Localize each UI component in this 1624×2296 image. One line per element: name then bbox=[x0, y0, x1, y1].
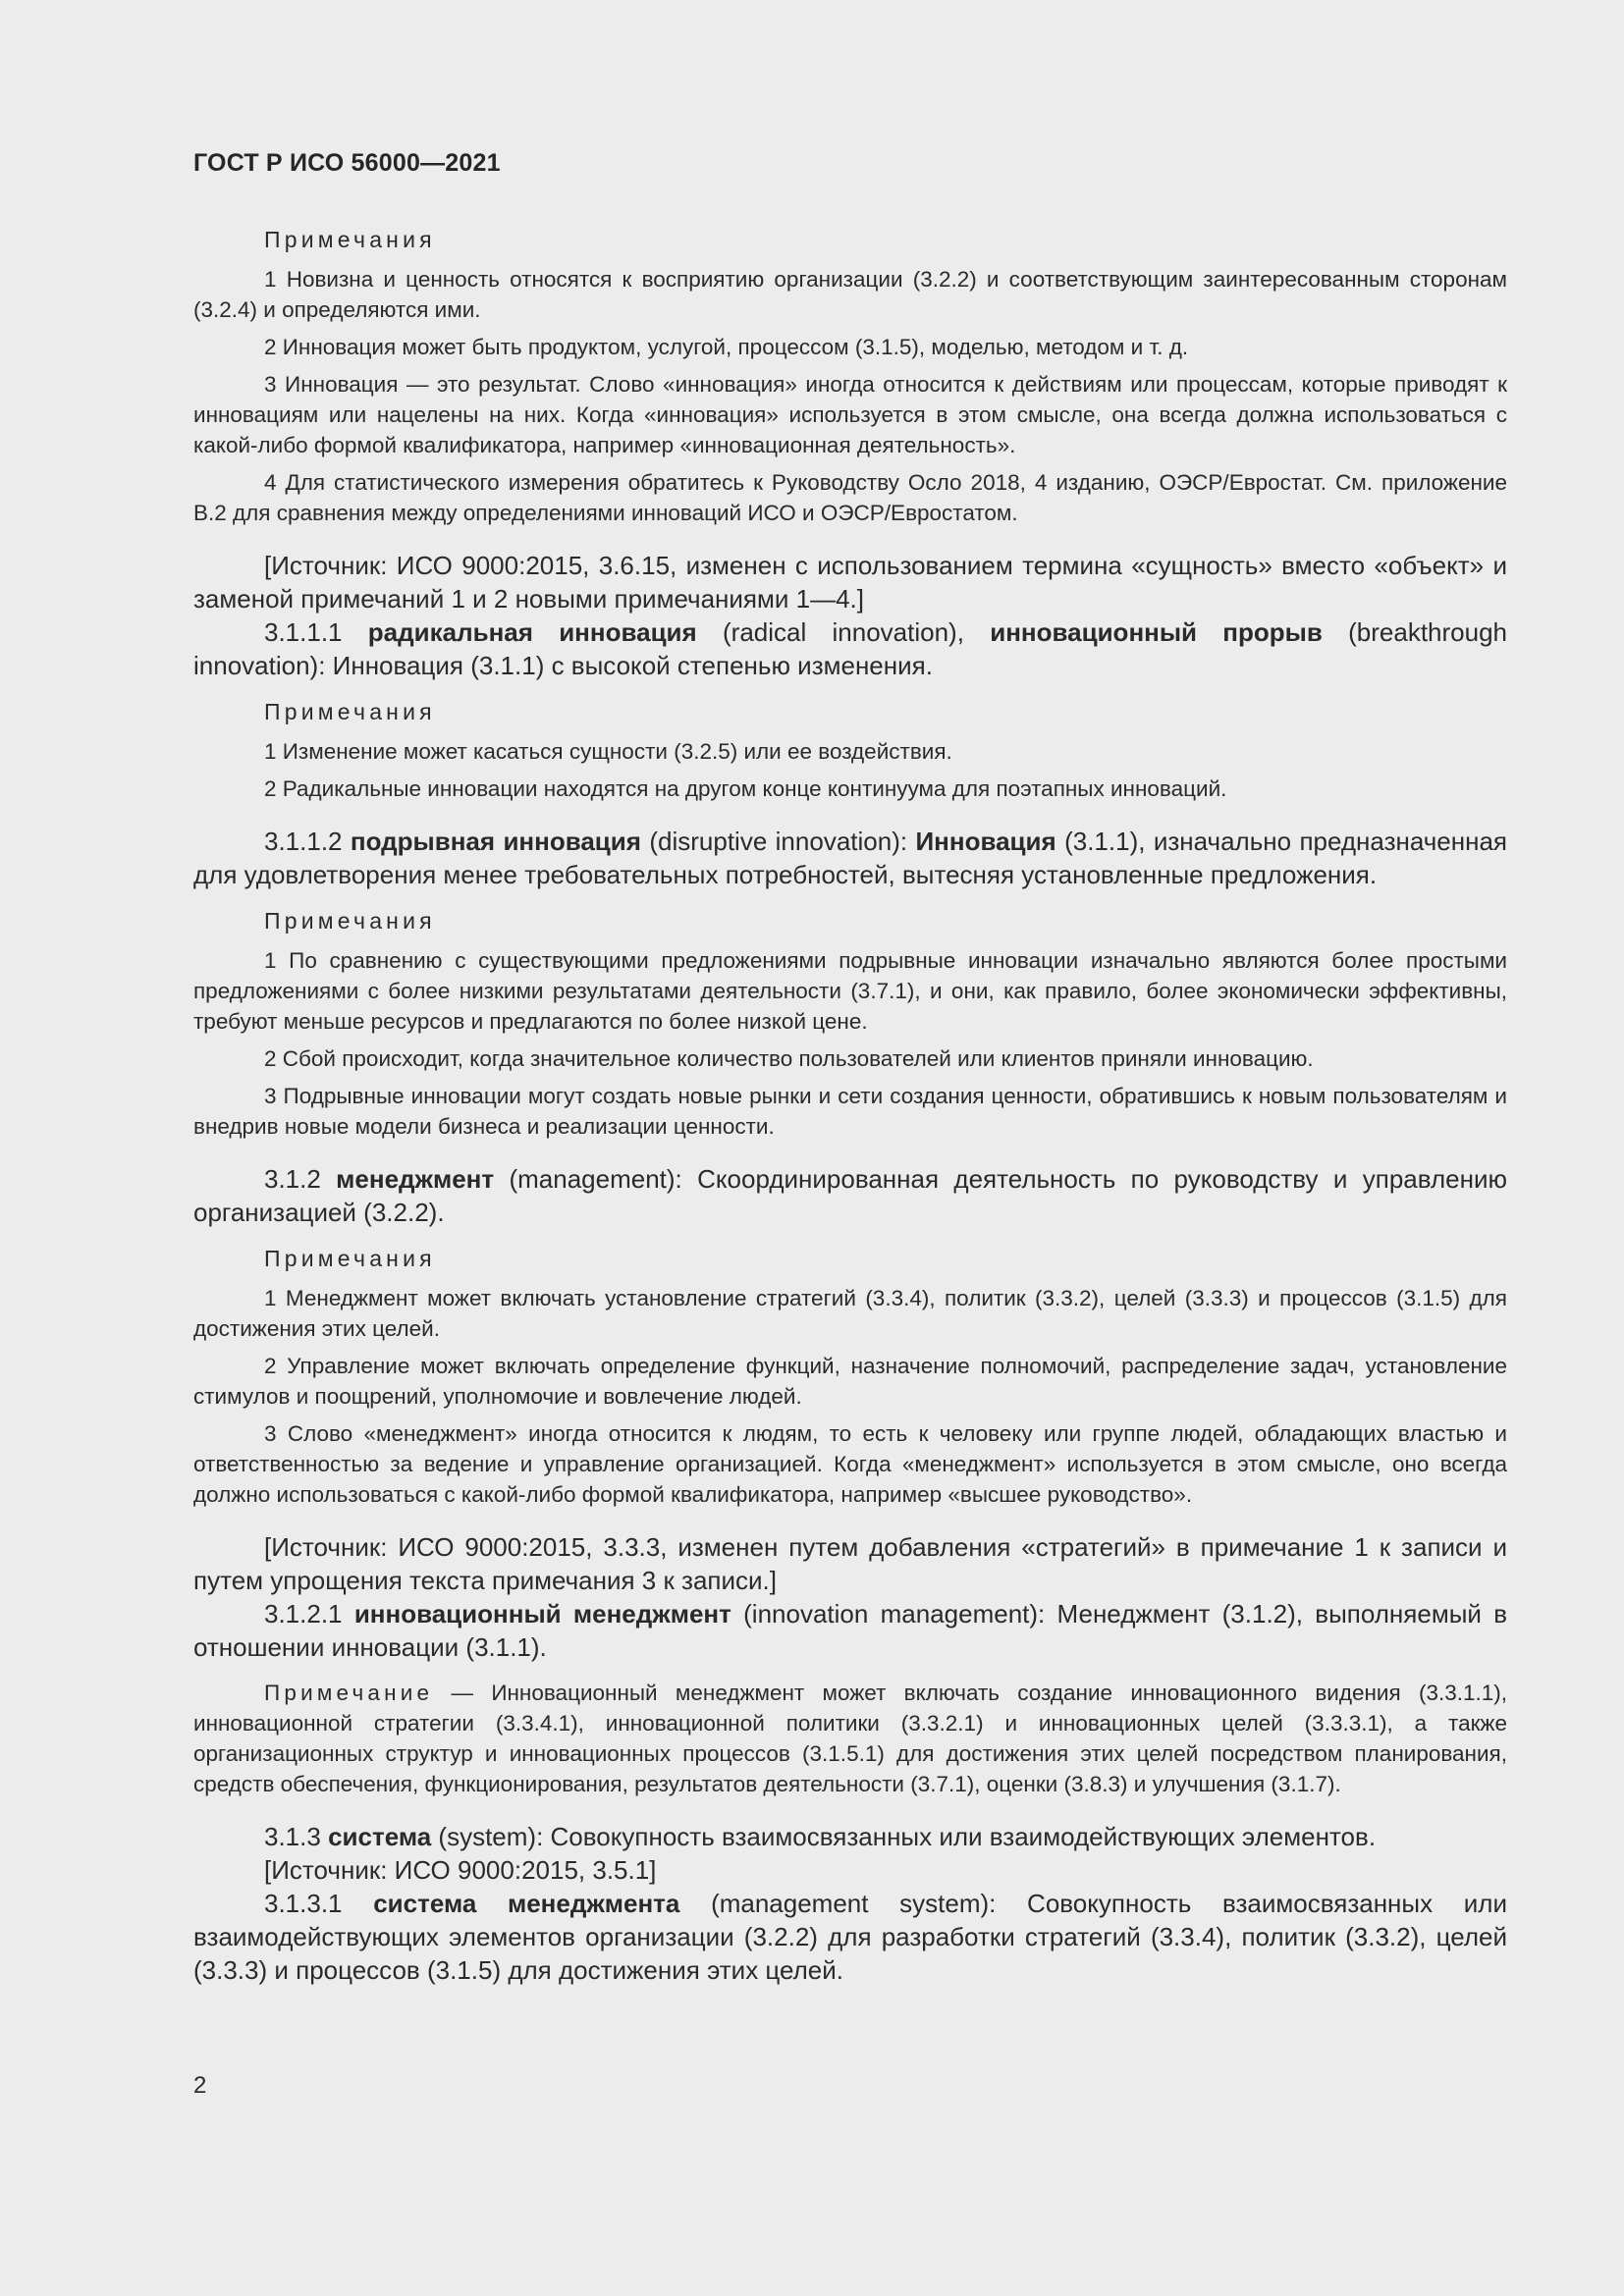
term-name: инновационный менеджмент bbox=[353, 1599, 731, 1629]
notes-heading: Примечания bbox=[264, 227, 436, 252]
term-number: 3.1.2.1 bbox=[264, 1599, 343, 1629]
note-paragraph: 2 Инновация может быть продуктом, услугой, процессом (3.1.5), моделью, методом и т. д. bbox=[264, 335, 1189, 359]
term-synonym: инновационный прорыв bbox=[990, 617, 1323, 647]
page-number: 2 bbox=[193, 2072, 207, 2099]
term-number: 3.1.1.1 bbox=[264, 617, 343, 647]
note-text: — Инновационный менеджмент может включать создание инновационного видения (3.3.1.1), инновационной стратегии (3.3.4.1), инновационной политики (3.3.2.1) и инновационных целей (3.3.3.1), а также организационных структур и инновационных процессов (3.1.5.1) для достижения этих целей посредством планирования, средств обеспечения, функционирования, результатов деятельности (3.7.1), оценки (3.8.3) и улучшения (3.1.7). bbox=[193, 1681, 1507, 1796]
single-note bbox=[193, 1678, 1507, 1799]
source-reference: [Источник: ИСО 9000:2015, 3.3.3, изменен путем добавления «стратегий» в примечание 1 к записи и путем упрощения текста примечания 3 к записи.] bbox=[193, 1532, 1507, 1595]
term-number: 3.1.3 bbox=[264, 1822, 321, 1851]
term-definition: (system): Совокупность взаимосвязанных или взаимодействующих элементов. bbox=[438, 1822, 1377, 1851]
term-definition: (innovation management): Менеджмент (3.1.2), выполняемый в отношении инновации (3.1.1). bbox=[193, 1599, 1508, 1662]
term-definition: (management): Скоординированная деятельность по руководству и управлению организацией (3.2.2). bbox=[193, 1164, 1507, 1227]
source-reference: [Источник: ИСО 9000:2015, 3.5.1] bbox=[264, 1855, 657, 1885]
term-name: радикальная инновация bbox=[367, 617, 697, 647]
document-body bbox=[193, 224, 1507, 1987]
note-paragraph: 3 Подрывные инновации могут создать новые рынки и сети создания ценности, обратившись к новым пользователям и внедрив новые модели бизнеса и реализации ценности. bbox=[193, 1084, 1507, 1139]
note-paragraph: 1 Новизна и ценность относятся к восприятию организации (3.2.2) и соответствующим заинтересованным сторонам (3.2.4) и определяются ими. bbox=[193, 267, 1507, 322]
term-number: 3.1.3.1 bbox=[264, 1889, 343, 1918]
note-paragraph: 1 Изменение может касаться сущности (3.2.5) или ее воздействия. bbox=[264, 739, 952, 764]
term-number: 3.1.1.2 bbox=[264, 827, 343, 856]
term-entry-3-1-2-1 bbox=[193, 1597, 1507, 1664]
note-paragraph: 1 Менеджмент может включать установление стратегий (3.3.4), политик (3.3.2), целей (3.3.3) и процессов (3.1.5) для достижения этих целей. bbox=[193, 1286, 1507, 1341]
document-header-title: ГОСТ Р ИСО 56000—2021 bbox=[193, 149, 501, 177]
term-definition: (breakthrough innovation): Инновация (3.1.1) с высокой степенью изменения. bbox=[193, 617, 1508, 680]
term-entry-3-1-3 bbox=[193, 1820, 1507, 1853]
term-definition: (management system): Совокупность взаимосвязанных или взаимодействующих элементов организации (3.2.2) для разработки стратегий (3.3.4), политик (3.3.2), целей (3.3.3) и процессов (3.1.5) для достижения этих целей. bbox=[193, 1889, 1507, 1985]
term-entry-3-1-1-2 bbox=[193, 825, 1507, 891]
term-entry-3-1-2 bbox=[193, 1162, 1507, 1229]
notes-heading: Примечания bbox=[264, 1246, 436, 1271]
term-entry-3-1-1-1 bbox=[193, 615, 1507, 682]
term-number: 3.1.2 bbox=[264, 1164, 321, 1194]
term-english: (disruptive innovation): bbox=[649, 827, 908, 856]
term-english: (radical innovation), bbox=[723, 617, 964, 647]
note-paragraph: 2 Сбой происходит, когда значительное количество пользователей или клиентов приняли инновацию. bbox=[264, 1046, 1314, 1071]
note-paragraph: 2 Управление может включать определение функций, назначение полномочий, распределение задач, установление стимулов и поощрений, уполномочие и вовлечение людей. bbox=[193, 1354, 1507, 1409]
term-entry-3-1-3-1 bbox=[193, 1887, 1507, 1987]
note-paragraph: 3 Инновация — это результат. Слово «инновация» иногда относится к действиям или процессам, которые приводят к инновациям или нацелены на них. Когда «инновация» используется в этом смысле, она всегда должна использоваться с какой-либо формой квалификатора, например «инновационная деятельность». bbox=[193, 372, 1507, 457]
term-name: система bbox=[328, 1822, 432, 1851]
notes-heading: Примечания bbox=[264, 908, 436, 934]
term-definition: (3.1.1), изначально предназначенная для удовлетворения менее требовательных потребностей, вытесняя установленные предложения. bbox=[193, 827, 1507, 889]
note-label: Примечание bbox=[264, 1681, 434, 1705]
term-name: система менеджмента bbox=[373, 1889, 680, 1918]
note-paragraph: 2 Радикальные инновации находятся на другом конце континуума для поэтапных инноваций. bbox=[264, 776, 1227, 801]
note-paragraph: 3 Слово «менеджмент» иногда относится к людям, то есть к человеку или группе людей, обладающих властью и ответственностью за ведение и управление организацией. Когда «менеджмент» используется в этом смысле, оно всегда должно использоваться с какой-либо формой квалификатора, например «высшее руководство». bbox=[193, 1421, 1507, 1507]
note-paragraph: 4 Для статистического измерения обратитесь к Руководству Осло 2018, 4 изданию, ОЭСР/Евростат. См. приложение В.2 для сравнения между определениями инноваций ИСО и ОЭСР/Евростатом. bbox=[193, 470, 1507, 525]
notes-heading: Примечания bbox=[264, 699, 436, 724]
source-reference: [Источник: ИСО 9000:2015, 3.6.15, изменен с использованием термина «сущность» вместо «объект» и заменой примечаний 1 и 2 новыми примечаниями 1—4.] bbox=[193, 551, 1507, 614]
term-name: менеджмент bbox=[336, 1164, 495, 1194]
note-paragraph: 1 По сравнению с существующими предложениями подрывные инновации изначально являются более простыми предложениями с более низкими результатами деятельности (3.7.1), и они, как правило, более экономически эффективны, требуют меньше ресурсов и предлагаются по более низкой цене. bbox=[193, 948, 1507, 1034]
term-reference: Инновация bbox=[915, 827, 1056, 856]
term-name: подрывная инновация bbox=[350, 827, 641, 856]
